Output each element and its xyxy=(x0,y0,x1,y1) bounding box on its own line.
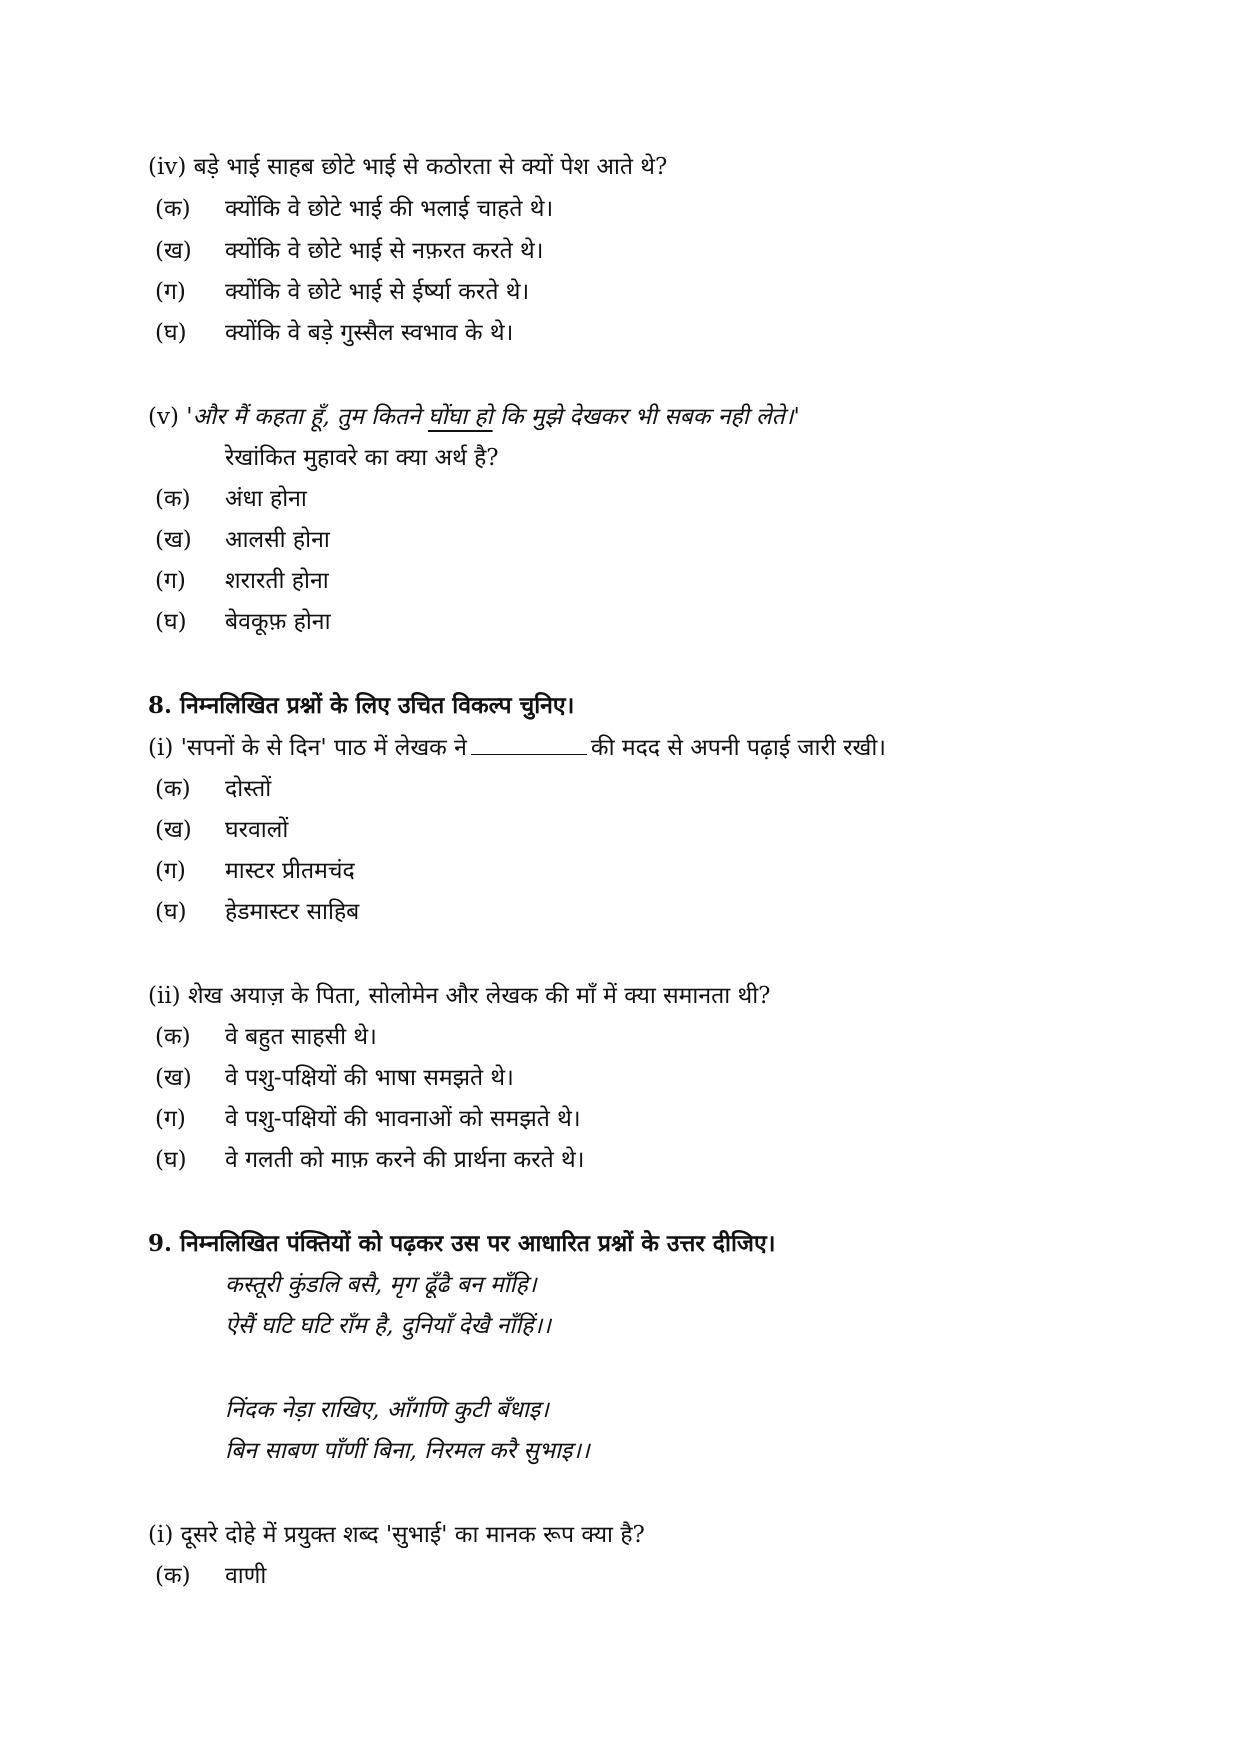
option-label: (ग) xyxy=(155,279,186,305)
section-heading-9: 9. निम्नलिखित पंक्तियों को पढ़कर उस पर आधारित प्रश्नों के उत्तर दीजिए। xyxy=(148,1230,776,1257)
option-label: (ख) xyxy=(155,817,192,843)
question-7-v xyxy=(148,402,800,432)
option-text: क्योंकि वे छोटे भाई से ईर्ष्या करते थे। xyxy=(225,279,530,305)
underlined-idiom: घोंघा हो xyxy=(427,404,493,430)
couplet-line: ऐसैं घटि घटि राँम है, दुनियाँ देखै नाँहिं।। xyxy=(225,1313,551,1339)
option-text: वे पशु-पक्षियों की भावनाओं को समझते थे। xyxy=(225,1106,581,1132)
couplet-line: निंदक नेड़ा राखिए, आँगणि कुटी बँधाइ। xyxy=(225,1397,549,1423)
option-label: (क) xyxy=(155,776,191,802)
option-text: वे गलती को माफ़ करने की प्रार्थना करते थे। xyxy=(225,1147,585,1173)
option-text: मास्टर प्रीतमचंद xyxy=(225,858,355,884)
fill-in-blank xyxy=(471,736,587,755)
couplet-line: कस्तूरी कुंडलि बसै, मृग ढूँढै बन माँहि। xyxy=(225,1272,537,1298)
option-label: (ग) xyxy=(155,568,186,594)
option-text: क्योंकि वे बड़े गुस्सैल स्वभाव के थे। xyxy=(225,320,514,346)
subquestion: रेखांकित मुहावरे का क्या अर्थ है? xyxy=(225,445,499,471)
option-text: शरारती होना xyxy=(225,568,329,594)
option-text: वे पशु-पक्षियों की भाषा समझते थे। xyxy=(225,1065,514,1091)
question-8-ii: (ii) शेख अयाज़ के पिता, सोलोमेन और लेखक की माँ में क्या समानता थी? xyxy=(148,983,771,1009)
question-9-i: (i) दूसरे दोहे में प्रयुक्त शब्द 'सुभाई' का मानक रूप क्या है? xyxy=(148,1522,645,1548)
question-text-start: (i) 'सपनों के से दिन' पाठ में लेखक ने xyxy=(148,735,467,761)
option-label: (घ) xyxy=(155,899,187,925)
option-text: वाणी xyxy=(225,1563,267,1589)
question-text-end: की मदद से अपनी पढ़ाई जारी रखी। xyxy=(590,735,887,761)
option-label: (क) xyxy=(155,196,191,222)
option-label: (ख) xyxy=(155,238,192,264)
section-heading-8: 8. निम्नलिखित प्रश्नों के लिए उचित विकल्प चुनिए। xyxy=(148,692,575,719)
option-label: (क) xyxy=(155,1024,191,1050)
option-text: आलसी होना xyxy=(225,527,330,553)
option-label: (क) xyxy=(155,1563,191,1589)
quote-start: 'और मैं कहता हूँ, तुम कितने xyxy=(186,404,428,430)
couplet-line: बिन साबण पाँणीं बिना, निरमल करै सुभाइ।। xyxy=(225,1438,590,1464)
option-label: (क) xyxy=(155,486,191,512)
option-text: हेडमास्टर साहिब xyxy=(225,899,360,925)
option-label: (घ) xyxy=(155,609,187,635)
option-text: बेवकूफ़ होना xyxy=(225,609,331,635)
question-8-i xyxy=(148,733,886,763)
option-label: (ग) xyxy=(155,858,186,884)
option-label: (ख) xyxy=(155,1065,192,1091)
option-label: (घ) xyxy=(155,320,187,346)
option-text: क्योंकि वे छोटे भाई की भलाई चाहते थे। xyxy=(225,196,554,222)
option-text: अंधा होना xyxy=(225,486,307,512)
quote-end: कि मुझे देखकर भी सबक नही लेते।' xyxy=(492,404,800,430)
option-text: क्योंकि वे छोटे भाई से नफ़रत करते थे। xyxy=(225,238,544,264)
option-label: (ख) xyxy=(155,527,192,553)
option-text: घरवालों xyxy=(225,817,289,843)
option-label: (ग) xyxy=(155,1106,186,1132)
option-text: दोस्तों xyxy=(225,776,272,802)
option-label: (घ) xyxy=(155,1147,187,1173)
question-7-iv: (iv) बड़े भाई साहब छोटे भाई से कठोरता से क्यों पेश आते थे? xyxy=(148,154,668,180)
question-number: (v) xyxy=(148,404,179,430)
option-text: वे बहुत साहसी थे। xyxy=(225,1024,377,1050)
